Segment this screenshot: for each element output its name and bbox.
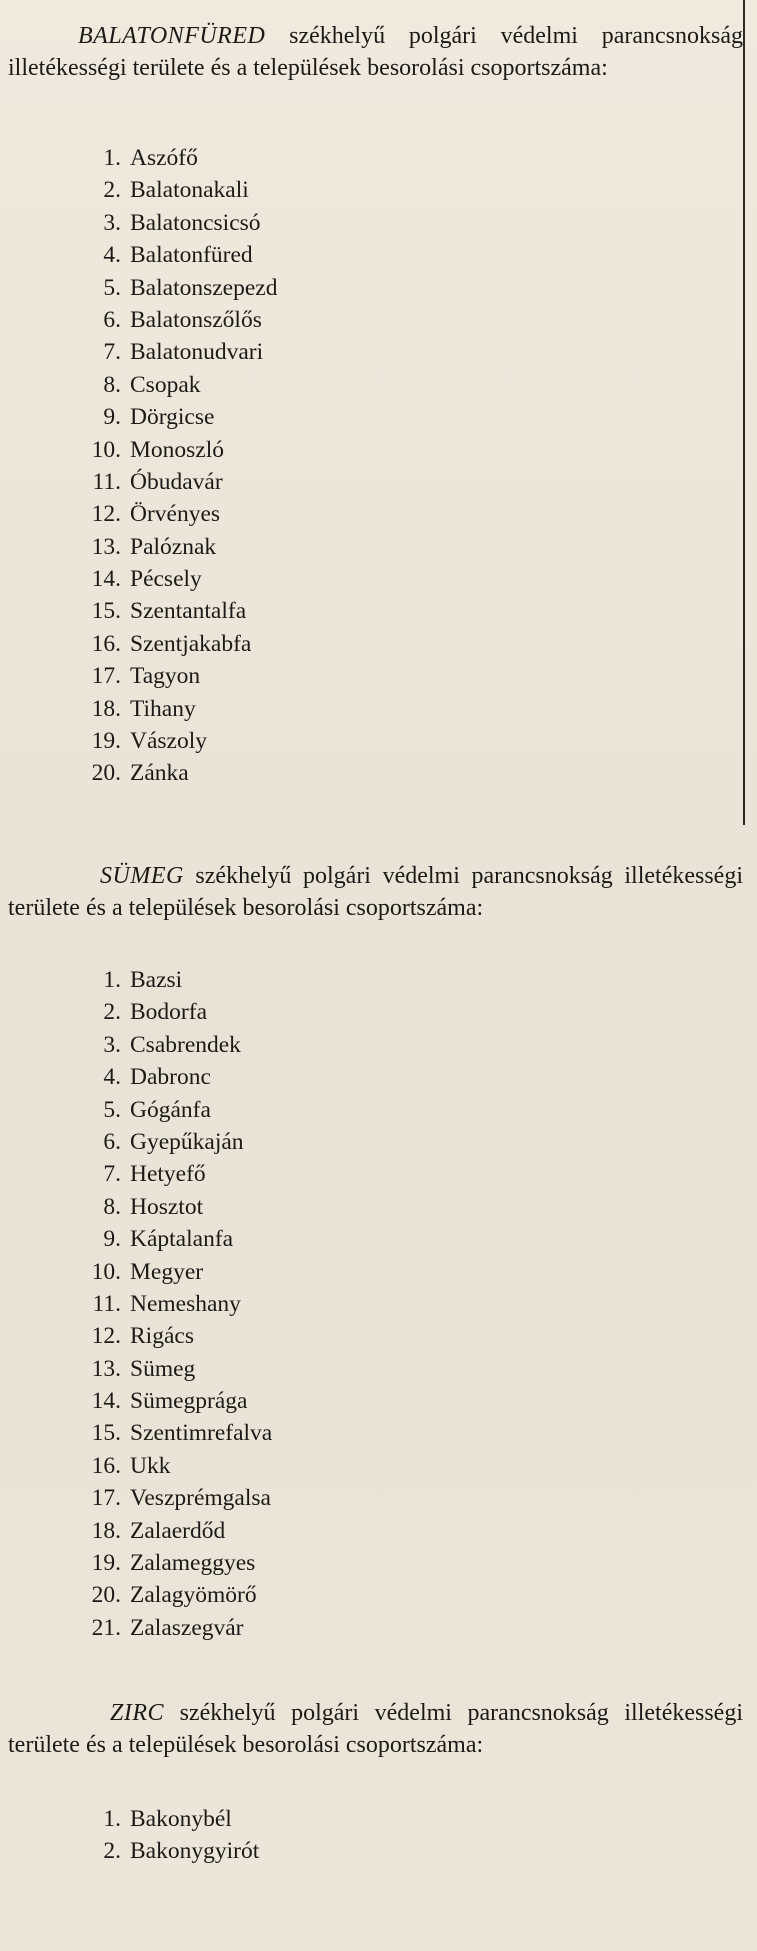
settlement-name: Veszprémgalsa	[130, 1485, 271, 1512]
settlement-name: Hetyefő	[130, 1161, 206, 1188]
list-item	[0, 466, 277, 498]
item-number: 17.	[91, 1485, 121, 1512]
settlement-name: Zánka	[130, 760, 189, 787]
settlement-name: Óbudavár	[130, 468, 223, 495]
settlement-name: Bodorfa	[130, 999, 208, 1026]
settlement-name: Palóznak	[130, 533, 217, 560]
list-item	[0, 660, 277, 692]
section-heading	[0, 20, 757, 84]
settlement-name: Balatonudvari	[130, 339, 264, 366]
list-item	[0, 1223, 272, 1255]
settlement-name: Csopak	[130, 371, 201, 398]
item-number: 6.	[103, 1128, 121, 1155]
item-number: 12.	[91, 1323, 121, 1350]
list-item	[0, 1612, 272, 1644]
item-number: 5.	[103, 274, 121, 301]
list-item	[0, 304, 277, 336]
item-number: 18.	[91, 1517, 121, 1544]
settlement-name: Bakonybél	[130, 1806, 232, 1832]
settlement-list	[0, 142, 277, 790]
list-item	[0, 1482, 272, 1514]
item-number: 18.	[91, 695, 121, 722]
settlement-name: Zalaerdőd	[130, 1517, 226, 1544]
item-number: 2.	[103, 1838, 121, 1865]
item-number: 5.	[103, 1096, 121, 1123]
section-city: ZIRC	[110, 1700, 165, 1726]
item-number: 20.	[91, 760, 121, 787]
settlement-name: Csabrendek	[130, 1031, 241, 1058]
item-number: 3.	[103, 209, 121, 236]
item-number: 1.	[103, 967, 121, 993]
item-number: 2.	[103, 177, 121, 204]
section-zirc	[0, 1697, 757, 1865]
settlement-name: Balatonfüred	[130, 242, 253, 269]
section-sumeg	[0, 860, 757, 1641]
list-item	[0, 1061, 272, 1093]
list-item	[0, 1029, 272, 1061]
section-heading-text: székhelyű polgári védelmi parancsnokság illetékességi területe és a települések besorolási csoportszáma:	[8, 23, 743, 81]
settlement-name: Örvényes	[130, 501, 221, 528]
settlement-name: Monoszló	[130, 436, 224, 463]
list-item	[0, 1835, 259, 1867]
list-item	[0, 207, 277, 239]
item-number: 3.	[103, 1031, 121, 1058]
list-item	[0, 1256, 272, 1288]
list-item	[0, 1385, 272, 1417]
list-item	[0, 239, 277, 271]
list-item	[0, 531, 277, 563]
section-heading-text: székhelyű polgári védelmi parancsnokság illetékességi területe és a települések besorolási csoportszáma:	[8, 863, 743, 921]
item-number: 13.	[91, 1355, 121, 1382]
settlement-name: Balatonakali	[130, 177, 249, 204]
item-number: 10.	[91, 1258, 121, 1285]
settlement-name: Bakonygyirót	[130, 1838, 260, 1865]
item-number: 12.	[91, 501, 121, 528]
settlement-name: Nemeshany	[130, 1290, 241, 1317]
list-item	[0, 1515, 272, 1547]
settlement-name: Sümeg	[130, 1355, 196, 1382]
settlement-name: Szentantalfa	[130, 598, 247, 625]
section-heading	[0, 1697, 757, 1761]
item-number: 1.	[103, 1806, 121, 1832]
list-item	[0, 595, 277, 627]
settlement-name: Gyepűkaján	[130, 1128, 244, 1155]
settlement-name: Megyer	[130, 1258, 204, 1285]
list-item	[0, 1450, 272, 1482]
item-number: 9.	[103, 1226, 121, 1253]
item-number: 8.	[103, 1193, 121, 1220]
item-number: 9.	[103, 404, 121, 431]
list-item	[0, 1803, 259, 1835]
item-number: 17.	[91, 663, 121, 690]
settlement-name: Szentimrefalva	[130, 1420, 273, 1447]
list-item	[0, 498, 277, 530]
section-city: BALATONFÜRED	[78, 23, 266, 49]
settlement-name: Hosztot	[130, 1193, 204, 1220]
item-number: 14.	[91, 1388, 121, 1415]
item-number: 16.	[91, 630, 121, 657]
list-item	[0, 1191, 272, 1223]
settlement-list	[0, 964, 272, 1644]
item-number: 4.	[103, 242, 121, 269]
list-item	[0, 1353, 272, 1385]
list-item	[0, 434, 277, 466]
settlement-name: Balatoncsicsó	[130, 209, 261, 236]
list-item	[0, 1126, 272, 1158]
settlement-name: Zalagyömörő	[130, 1582, 257, 1609]
settlement-name: Aszófő	[130, 145, 198, 171]
item-number: 19.	[91, 1550, 121, 1577]
list-item	[0, 693, 277, 725]
item-number: 15.	[91, 1420, 121, 1447]
section-balatonfured	[0, 20, 757, 787]
item-number: 10.	[91, 436, 121, 463]
settlement-name: Gógánfa	[130, 1096, 211, 1123]
list-item	[0, 336, 277, 368]
list-item	[0, 142, 277, 174]
settlement-name: Szentjakabfa	[130, 630, 252, 657]
settlement-name: Pécsely	[130, 566, 202, 593]
item-number: 4.	[103, 1064, 121, 1091]
list-item	[0, 563, 277, 595]
item-number: 14.	[91, 566, 121, 593]
list-item	[0, 1094, 272, 1126]
item-number: 15.	[91, 598, 121, 625]
settlement-name: Zalameggyes	[130, 1550, 256, 1577]
item-number: 20.	[91, 1582, 121, 1609]
settlement-name: Rigács	[130, 1323, 194, 1350]
settlement-name: Tihany	[130, 695, 196, 722]
settlement-name: Vászoly	[130, 728, 208, 755]
item-number: 7.	[103, 1161, 121, 1188]
list-item	[0, 272, 277, 304]
column-divider	[743, 0, 745, 825]
list-item	[0, 1320, 272, 1352]
item-number: 2.	[103, 999, 121, 1026]
item-number: 16.	[91, 1452, 121, 1479]
section-city: SÜMEG	[100, 863, 184, 889]
settlement-name: Balatonszepezd	[130, 274, 278, 301]
settlement-name: Dörgicse	[130, 404, 215, 431]
item-number: 1.	[103, 145, 121, 171]
settlement-name: Ukk	[130, 1452, 171, 1479]
list-item	[0, 725, 277, 757]
section-heading-text: székhelyű polgári védelmi parancsnokság illetékességi területe és a települések besorolási csoportszáma:	[8, 1700, 743, 1758]
list-item	[0, 174, 277, 206]
list-item	[0, 996, 272, 1028]
settlement-name: Bazsi	[130, 967, 183, 993]
item-number: 21.	[91, 1614, 121, 1641]
settlement-name: Dabronc	[130, 1064, 211, 1091]
list-item	[0, 1547, 272, 1579]
list-item	[0, 1417, 272, 1449]
settlement-name: Tagyon	[130, 663, 201, 690]
item-number: 7.	[103, 339, 121, 366]
settlement-list	[0, 1803, 259, 1868]
list-item	[0, 1579, 272, 1611]
list-item	[0, 1288, 272, 1320]
list-item	[0, 401, 277, 433]
settlement-name: Káptalanfa	[130, 1226, 234, 1253]
settlement-name: Zalaszegvár	[130, 1614, 244, 1641]
item-number: 6.	[103, 306, 121, 333]
list-item	[0, 1158, 272, 1190]
settlement-name: Balatonszőlős	[130, 306, 262, 333]
item-number: 19.	[91, 728, 121, 755]
section-heading	[0, 860, 757, 924]
item-number: 13.	[91, 533, 121, 560]
item-number: 11.	[92, 468, 121, 495]
settlement-name: Sümegprága	[130, 1388, 248, 1415]
item-number: 8.	[103, 371, 121, 398]
list-item	[0, 628, 277, 660]
list-item	[0, 757, 277, 789]
list-item	[0, 369, 277, 401]
list-item	[0, 964, 272, 996]
item-number: 11.	[92, 1290, 121, 1317]
